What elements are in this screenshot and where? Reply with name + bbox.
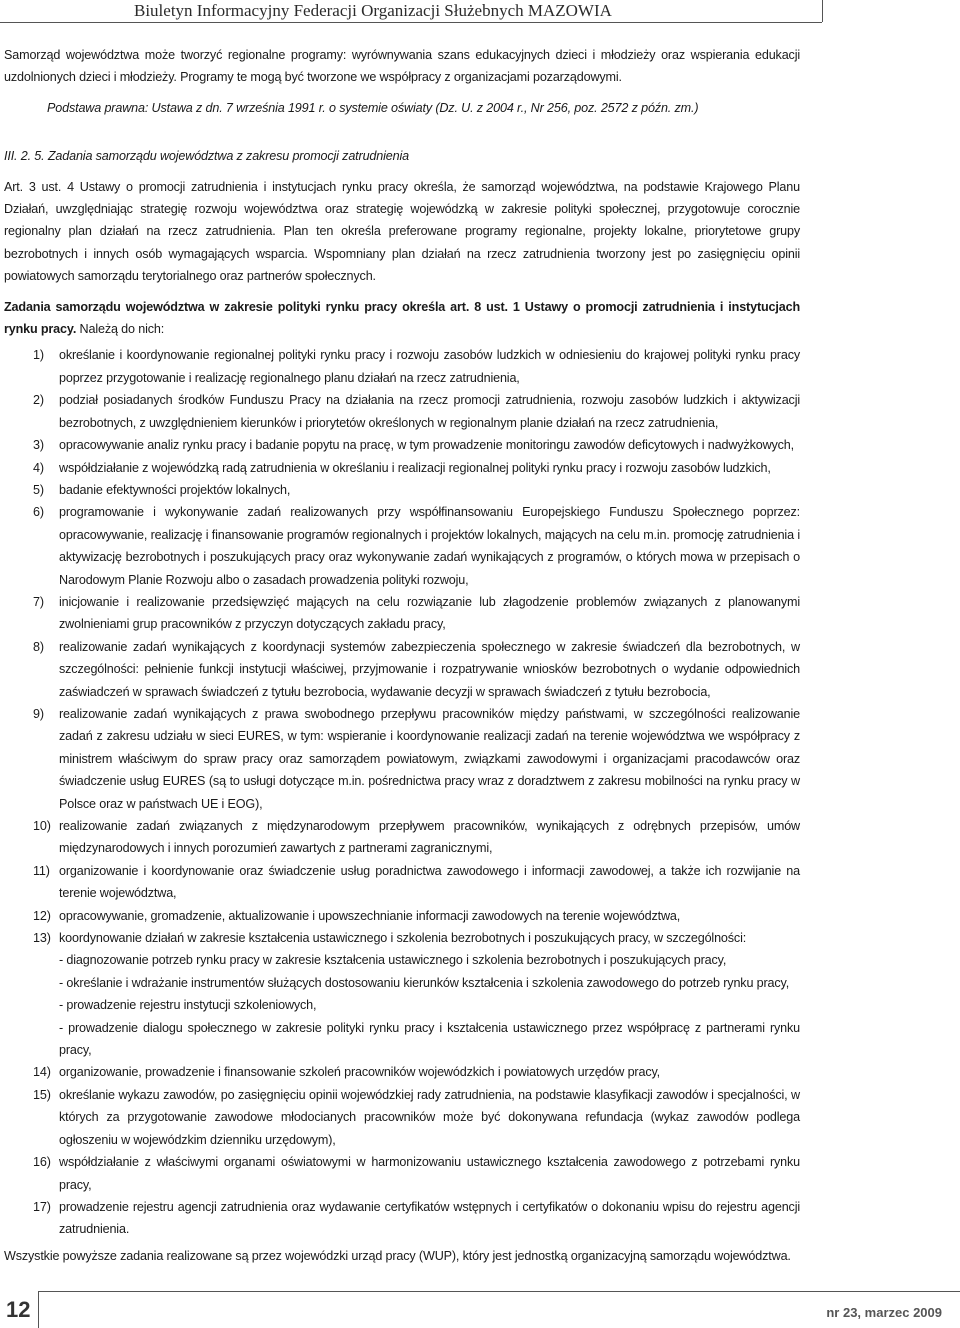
task-number: 14) [33, 1065, 51, 1080]
task-text: opracowywanie, gromadzenie, aktualizowanie i upowszechnianie informacji zawodowych na terenie województwa, [59, 908, 681, 923]
task-number: 10) [33, 819, 51, 833]
issue-label: nr 23, marzec 2009 [826, 1305, 942, 1320]
task-number: 15) [33, 1087, 51, 1102]
task-item [4, 434, 800, 456]
task-item [4, 1061, 800, 1083]
task-item [4, 591, 800, 636]
task-subitem: - prowadzenie rejestru instytucji szkoleniowych, [59, 998, 317, 1013]
task-text: realizowanie zadań wynikających z prawa swobodnego przepływu pracowników między państwami, w szczególności realizowanie zadań z zakresu udziału w sieci EURES, w tym: wspieranie i koordynowanie realizacji zadań na terenie województwa we współpracy z ministrem właściwym do spraw pracy oraz samorządem powiatowym, związkami zawodowymi i organizacjami pracodawców oraz świadczenie usług EURES (są to usługi dotyczące m.in. pośrednictwa pracy wraz z doradztwem z zakresu mobilności na rynku pracy w Polsce oraz w państwach UE i EOG), [59, 706, 800, 811]
task-subitem: - prowadzenie dialogu społecznego w zakresie polityki rynku pracy i kształcenia ustawicznego przez współpracę z partnerami rynku pracy, [59, 1020, 800, 1058]
footer-rule [38, 1291, 960, 1292]
task-item [4, 860, 800, 905]
task-item [4, 501, 800, 591]
task-number: 7) [33, 594, 44, 609]
task-item [4, 457, 800, 479]
task-item [4, 389, 800, 434]
task-item [4, 927, 800, 1061]
list-intro-rest: Należą do nich: [76, 322, 165, 337]
header-title: Biuletyn Informacyjny Federacji Organizacji Służebnych MAZOWIA [134, 1, 612, 20]
page-number: 12 [6, 1297, 31, 1322]
task-number: 4) [33, 460, 44, 475]
task-text: opracowywanie analiz rynku pracy i badanie popytu na pracę, w tym prowadzenie monitoringu zawodów deficytowych i nadwyżkowych, [59, 438, 795, 453]
task-number: 11) [33, 863, 50, 878]
task-text: realizowanie zadań związanych z międzynarodowym przepływem pracowników, wynikających z odrębnych przepisów, umów międzynarodowych i innych porozumień zawartych z partnerami zagranicznymi, [59, 819, 800, 856]
task-item [4, 1084, 800, 1151]
closing-paragraph: Wszystkie powyższe zadania realizowane są przez wojewódzki urząd pracy (WUP), który jest jednostką organizacyjną samorządu województwa. [4, 1248, 791, 1263]
task-text: koordynowanie działań w zakresie kształcenia ustawicznego i szkolenia bezrobotnych i poszukujących pracy, w szczególności: [59, 931, 747, 946]
task-text: inicjowanie i realizowanie przedsięwzięć mających na celu rozwiązanie lub złagodzenie problemów związanych z planowanymi zwolnieniami grup pracowników z przyczyn dotyczących zakładu pracy, [59, 594, 800, 632]
list-intro [4, 296, 800, 341]
section-heading: III. 2. 5. Zadania samorządu województwa z zakresu promocji zatrudnienia [4, 149, 409, 164]
task-text: organizowanie, prowadzenie i finansowanie szkoleń pracowników wojewódzkich i powiatowych urzędów pracy, [59, 1065, 661, 1080]
document-body [4, 44, 800, 1267]
task-number: 1) [33, 348, 44, 363]
task-text: współdziałanie z wojewódzką radą zatrudnienia w określaniu i realizacji regionalnej polityki rynku pracy i rozwoju zasobów ludzkich, [59, 460, 771, 475]
task-item [4, 479, 800, 501]
task-number: 5) [33, 482, 44, 497]
task-item [4, 815, 800, 860]
task-text: współdziałanie z właściwymi organami oświatowymi w harmonizowaniu ustawicznego kształcenia zawodowego z potrzebami rynku pracy, [59, 1155, 800, 1192]
page-header [0, 0, 960, 22]
task-subitems [59, 949, 800, 1061]
task-number: 9) [33, 706, 44, 721]
task-text: określanie i koordynowanie regionalnej polityki rynku pracy i rozwoju zasobów ludzkich w odniesieniu do krajowej polityki rynku pracy poprzez przygotowanie i realizację regionalnego planu działań na rzecz zatrudnienia, [59, 348, 800, 385]
task-subitem: - określanie i wdrażanie instrumentów służących dostosowaniu kierunków kształcenia i szkolenia zawodowego do potrzeb rynku pracy, [59, 975, 790, 990]
task-number: 6) [33, 505, 44, 520]
task-item [4, 1196, 800, 1241]
section-paragraph: Art. 3 ust. 4 Ustawy o promocji zatrudnienia i instytucjach rynku pracy określa, że samorząd województwa, na podstawie Krajowego Planu Działań, uwzględniając strategię rozwoju województwa oraz strategię wojewódzką w zakresie polityki społecznej, przygotowuje corocznie regionalny plan działań na rzecz zatrudnienia. Plan ten określa preferowane programy regionalne, projekty lokalne, priorytetowe grupy bezrobotnych i innych osób wymagających wsparcia. Wspomniany plan działań na rzecz zatrudnienia tworzony jest po zasięgnięciu opinii powiatowych samorządu terytorialnego oraz partnerów społecznych. [4, 179, 800, 284]
intro-paragraph: Samorząd województwa może tworzyć regionalne programy: wyrównywania szans edukacyjnych dzieci i młodzieży oraz wspierania edukacji uzdolnionych dzieci i młodzieży. Programy te mogą być tworzone we współpracy z organizacjami pozarządowymi. [4, 48, 800, 85]
task-text: prowadzenie rejestru agencji zatrudnienia oraz wydawanie certyfikatów wstępnych i certyfikatów o dokonaniu wpisu do rejestru agencji zatrudnienia. [59, 1199, 800, 1237]
task-text: organizowanie i koordynowanie oraz świadczenie usług poradnictwa zawodowego i informacji zawodowej, a także ich rozwijanie na terenie województwa, [59, 863, 800, 901]
task-item [4, 344, 800, 389]
task-number: 16) [33, 1155, 51, 1170]
task-subitem: - diagnozowanie potrzeb rynku pracy w zakresie kształcenia ustawicznego i szkolenia bezrobotnych i poszukujących pracy, [59, 953, 727, 968]
task-number: 2) [33, 393, 44, 408]
task-number: 12) [33, 908, 51, 923]
list-intro-bold: Zadania samorządu województwa w zakresie polityki rynku pracy określa art. 8 ust. 1 Ustawy o promocji zatrudnienia i instytucjach rynku pracy. [4, 299, 800, 337]
task-item [4, 636, 800, 703]
task-number: 8) [33, 639, 44, 654]
header-rule [0, 22, 822, 23]
task-item [4, 1151, 800, 1196]
task-text: programowanie i wykonywanie zadań realizowanych przy współfinansowaniu Europejskiego Funduszu Społecznego poprzez: opracowywanie, realizację i finansowanie programów regionalnych i projektów lokalnych, mających na celu m.in. promocję zatrudnienia i aktywizację bezrobotnych i poszukujących pracy oraz wykonywanie zadań wynikających z programów, o których mowa w przepisach o Narodowym Planie Rozwoju albo o zasadach prowadzenia polityki rozwoju, [59, 505, 800, 587]
header-divider [822, 0, 823, 22]
task-number: 17) [33, 1199, 51, 1214]
task-text: określanie wykazu zawodów, po zasięgnięciu opinii wojewódzkiej rady zatrudnienia, na podstawie klasyfikacji zawodów i specjalności, w których za przygotowanie zawodowe młodocianych pracowników może być dokonywana refundacja (wykaz zawodów podlega ogłoszeniu w wojewódzkim dzienniku urzędowym), [59, 1087, 800, 1147]
task-text: podział posiadanych środków Funduszu Pracy na działania na rzecz promocji zatrudnienia, rozwoju zasobów ludzkich i aktywizacji bezrobotnych, z uwzględnieniem kierunków i priorytetów określonych w regionalnym planie działań na rzecz zatrudnienia, [59, 393, 800, 430]
legal-basis: Podstawa prawna: Ustawa z dn. 7 września 1991 r. o systemie oświaty (Dz. U. z 2004 r., Nr 256, poz. 2572 z późn. zm.) [47, 100, 699, 115]
task-item [4, 905, 800, 927]
footer-divider [38, 1291, 39, 1328]
task-number: 13) [33, 931, 51, 946]
task-text: realizowanie zadań wynikających z koordynacji systemów zabezpieczenia społecznego w zakresie świadczeń dla bezrobotnych, w szczególności: pełnienie funkcji instytucji właściwej, przyjmowanie i rozpatrywanie wniosków bezrobotnych o wydanie odpowiednich zaświadczeń w sprawach świadczeń z tytułu bezrobocia, wydawanie decyzji w sprawach świadczeń z tytułu bezrobocia, [59, 639, 800, 699]
task-item [4, 703, 800, 815]
tasks-list [4, 344, 800, 1240]
task-text: badanie efektywności projektów lokalnych, [59, 482, 291, 497]
task-number: 3) [33, 438, 44, 453]
